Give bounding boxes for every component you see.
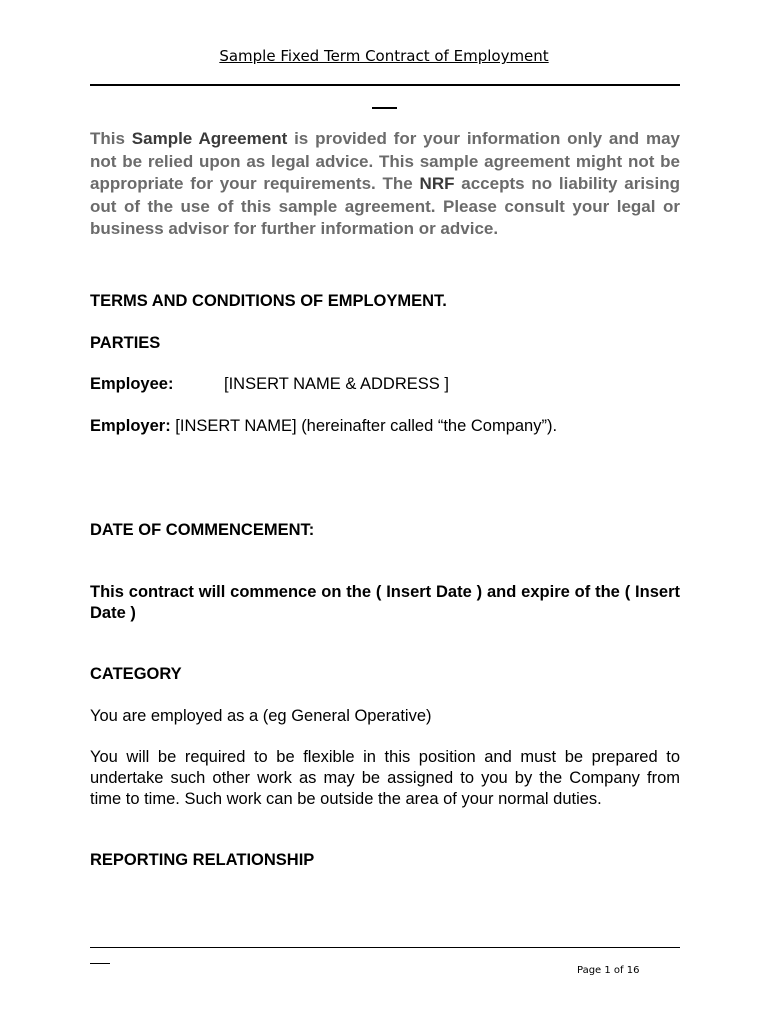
disclaimer-paragraph: [90, 128, 680, 241]
employee-value: [INSERT NAME & ADDRESS ]: [224, 375, 449, 393]
employer-line: [90, 417, 680, 436]
employer-label: Employer:: [90, 417, 171, 435]
terms-heading: TERMS AND CONDITIONS OF EMPLOYMENT.: [90, 292, 447, 310]
employee-label: Employee:: [90, 375, 174, 393]
document-title: Sample Fixed Term Contract of Employment: [219, 47, 549, 65]
disclaimer-text-3: accepts no liability arising out of the use of this sample agreement. Please consult your legal or business advisor for further information or advice.: [90, 174, 680, 238]
page-number: Page 1 of 16: [577, 965, 640, 976]
category-text: You are employed as a (eg General Operative): [90, 707, 432, 725]
parties-heading: PARTIES: [90, 334, 161, 352]
reporting-heading: REPORTING RELATIONSHIP: [90, 851, 315, 869]
commencement-text: This contract will commence on the ( Insert Date ) and expire of the ( Insert Date ): [90, 583, 680, 622]
footer-rule: [90, 947, 680, 948]
employee-line: [90, 375, 680, 394]
disclaimer-text-1: This: [90, 129, 132, 148]
disclaimer-text-2: is provided for your information only and may not be relied upon as legal advice. This sample agreement might not be appropriate for your requirements. The: [90, 129, 680, 193]
category-heading: CATEGORY: [90, 665, 182, 683]
footer-rule-tail: [90, 963, 110, 964]
disclaimer-highlight-nrf: NRF: [419, 174, 455, 193]
flexibility-paragraph: You will be required to be flexible in this position and must be prepared to undertake such other work as may be assigned to you by the Company from time to time. Such work can be outside the area of your normal duties.: [90, 748, 680, 808]
disclaimer-highlight-sample-agreement: Sample Agreement: [131, 129, 288, 148]
commencement-heading: DATE OF COMMENCEMENT:: [90, 521, 315, 539]
header-rule: [90, 84, 680, 86]
employer-value: [INSERT NAME] (hereinafter called “the Company”).: [170, 417, 558, 435]
header-rule-tail: [372, 107, 397, 109]
